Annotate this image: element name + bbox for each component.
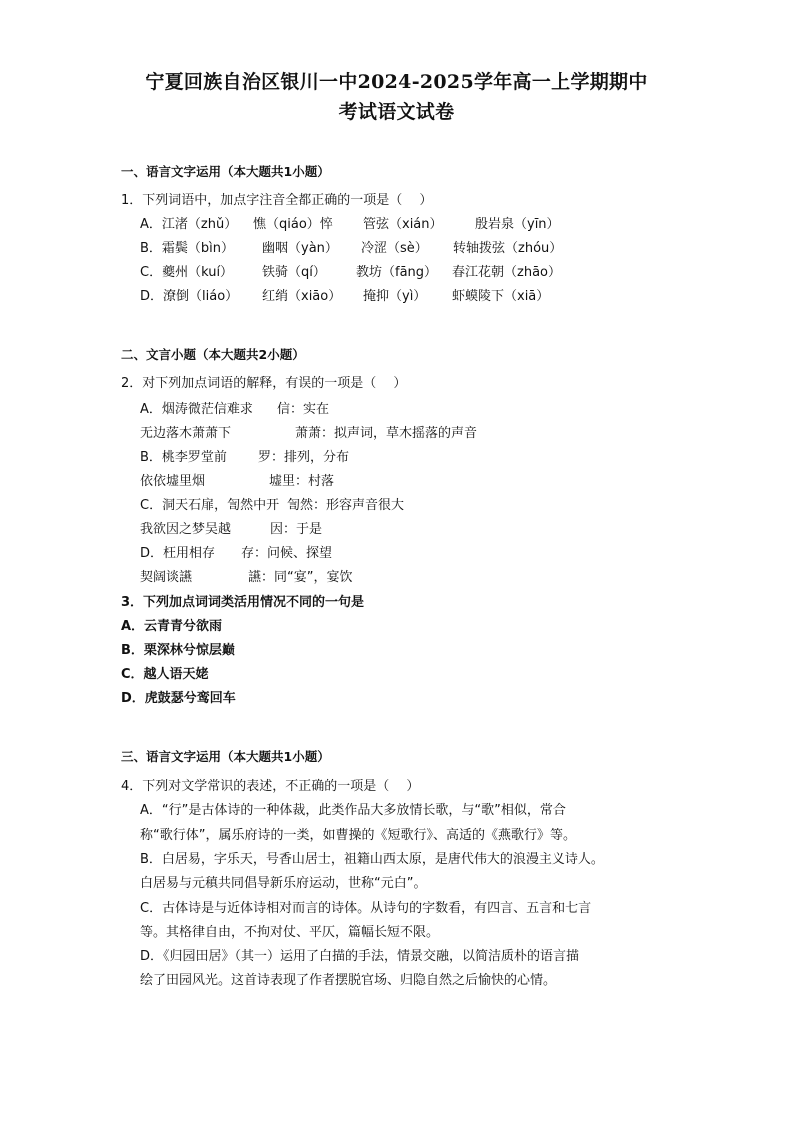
q2-line-6-gloss: 因：于是 xyxy=(270,522,323,537)
q2-line-2 xyxy=(140,425,477,443)
q1-b-item-1: B．霜鬓（bìn） xyxy=(140,241,235,256)
q1-a-item-3: 管弦（xián） xyxy=(363,217,443,232)
section-1-heading: 一、语言文字运用（本大题共1小题） xyxy=(121,164,330,179)
q4-line-1: A．“行”是古体诗的一种体裁，此类作品大多放情长歌，与“歌”相似，常合 xyxy=(140,803,566,818)
q1-c-item-4: 春江花朝（zhāo） xyxy=(452,265,561,280)
q2-line-3-gloss: 罗：排列，分布 xyxy=(258,450,350,465)
q2-line-7 xyxy=(140,545,332,563)
q1-option-c xyxy=(140,264,561,282)
q2-line-1 xyxy=(140,401,329,419)
q4-line-7: D．《归园田居》（其一）运用了白描的手法，情景交融，以简洁质朴的语言描 xyxy=(140,949,580,964)
q3-option-c: C．越人语天姥 xyxy=(121,667,209,682)
q2-line-7-gloss: 存：问候、探望 xyxy=(241,546,333,561)
q3-option-b: B．栗深林兮惊层巅 xyxy=(121,643,235,658)
q2-line-8-gloss: 讌：同“宴”，宴饮 xyxy=(248,570,353,585)
q1-d-item-2: 红绡（xiāo） xyxy=(262,289,342,304)
q1-a-item-1: A．江渚（zhǔ） xyxy=(140,217,238,232)
q1-a-item-4: 殷岩泉（yīn） xyxy=(475,217,560,232)
q2-line-7-phrase: D．枉用相存 xyxy=(140,546,216,561)
q4-line-6: 等。其格律自由，不拘对仗、平仄，篇幅长短不限。 xyxy=(140,925,440,940)
exam-title-line-1: 宁夏回族自治区银川一中2024-2025学年高一上学期期中 xyxy=(145,71,648,93)
q2-line-2-gloss: 萧萧：拟声词，草木摇落的声音 xyxy=(295,426,478,441)
q2-line-6-phrase: 我欲因之梦吴越 xyxy=(140,522,232,537)
section-2-heading: 二、文言小题（本大题共2小题） xyxy=(121,347,305,362)
q1-a-item-2: 憔（qiáo）悴 xyxy=(253,217,333,232)
q1-c-item-2: 铁骑（qí） xyxy=(262,265,326,280)
q4-line-5: C．古体诗是与近体诗相对而言的诗体。从诗句的字数看，有四言、五言和七言 xyxy=(140,901,592,916)
q4-line-4: 白居易与元稹共同倡导新乐府运动，世称“元白”。 xyxy=(140,876,427,891)
q2-line-3-phrase: B．桃李罗堂前 xyxy=(140,450,227,465)
q1-b-item-4: 转轴拨弦（zhóu） xyxy=(453,241,563,256)
q2-line-5 xyxy=(140,497,404,515)
q2-line-4-phrase: 依依墟里烟 xyxy=(140,474,206,489)
q3-option-a: A．云青青兮欲雨 xyxy=(121,619,223,634)
q2-line-6 xyxy=(140,521,322,539)
question-2-stem: 2．对下列加点词语的解释，有误的一项是（ ） xyxy=(121,376,407,391)
question-1-stem: 1．下列词语中，加点字注音全都正确的一项是（ ） xyxy=(121,193,433,208)
q2-line-4 xyxy=(140,473,334,491)
q1-b-item-2: 幽咽（yàn） xyxy=(262,241,338,256)
q1-c-item-1: C．夔州（kuí） xyxy=(140,265,234,280)
q1-option-a xyxy=(140,216,560,234)
q2-line-8-phrase: 契阔谈讌 xyxy=(140,570,193,585)
q2-line-3 xyxy=(140,449,349,467)
q2-line-2-phrase: 无边落木萧萧下 xyxy=(140,426,232,441)
question-3-stem: 3．下列加点词词类活用情况不同的一句是 xyxy=(121,595,365,610)
q1-c-item-3: 教坊（fāng） xyxy=(356,265,438,280)
q1-option-d xyxy=(140,288,549,306)
q4-line-3: B．白居易，字乐天，号香山居士，祖籍山西太原，是唐代伟大的浪漫主义诗人。 xyxy=(140,852,604,867)
q1-d-item-3: 掩抑（yì） xyxy=(363,289,427,304)
q2-line-1-gloss: 信：实在 xyxy=(277,402,330,417)
q3-option-d: D．虎鼓瑟兮鸾回车 xyxy=(121,691,236,706)
exam-title-line-2: 考试语文试卷 xyxy=(338,101,455,123)
q2-line-1-phrase: A．烟涛微茫信难求 xyxy=(140,402,253,417)
q2-line-5-phrase: C．洞天石扉，訇然中开 xyxy=(140,498,280,513)
q1-option-b xyxy=(140,240,562,258)
q1-d-item-4: 虾蟆陵下（xiā） xyxy=(452,289,550,304)
q1-d-item-1: D．潦倒（liáo） xyxy=(140,289,239,304)
q4-line-8: 绘了田园风光。这首诗表现了作者摆脱官场、归隐自然之后愉快的心情。 xyxy=(140,973,557,988)
q2-line-8 xyxy=(140,569,352,587)
q2-line-4-gloss: 墟里：村落 xyxy=(269,474,335,489)
q4-line-2: 称“歌行体”，属乐府诗的一类，如曹操的《短歌行》、高适的《燕歌行》等。 xyxy=(140,828,576,843)
q2-line-5-gloss: 訇然：形容声音很大 xyxy=(287,498,405,513)
question-4-stem: 4．下列对文学常识的表述，不正确的一项是（ ） xyxy=(121,779,420,794)
section-3-heading: 三、语言文字运用（本大题共1小题） xyxy=(121,749,330,764)
q1-b-item-3: 冷涩（sè） xyxy=(361,241,428,256)
